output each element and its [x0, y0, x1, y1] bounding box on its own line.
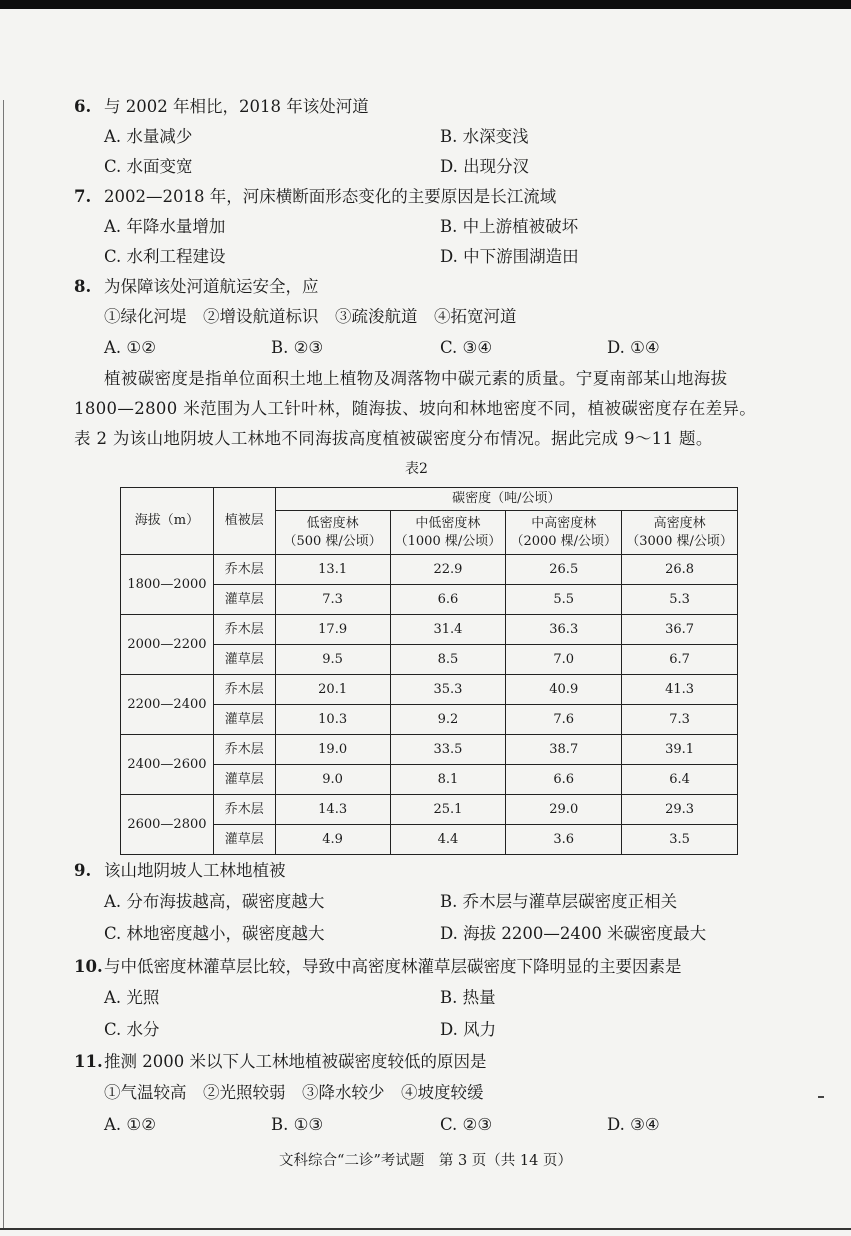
layer-cell: 乔木层 — [213, 675, 275, 705]
value-cell: 9.5 — [275, 645, 390, 675]
layer-cell: 乔木层 — [213, 615, 275, 645]
value-cell: 7.0 — [506, 645, 622, 675]
header-vegetation-layer: 植被层 — [213, 488, 275, 555]
header-density-col — [506, 511, 622, 555]
elevation-cell: 2000—2200 — [121, 615, 214, 675]
question-6-option-d: D. 出现分汊 — [440, 157, 530, 176]
question-9-option-a: A. 分布海拔越高，碳密度越大 — [104, 892, 325, 911]
density-col-name: 高密度林 — [653, 515, 706, 531]
density-col-name: 低密度林 — [306, 515, 359, 531]
scan-left-edge — [3, 100, 4, 1230]
layer-cell: 灌草层 — [213, 825, 275, 855]
table-row — [121, 735, 738, 765]
value-cell: 3.5 — [622, 825, 738, 855]
value-cell: 6.6 — [506, 765, 622, 795]
header-density-col — [275, 511, 390, 555]
value-cell: 4.4 — [390, 825, 506, 855]
table-row — [121, 585, 738, 615]
scan-bottom-edge — [0, 1228, 851, 1230]
question-8-stem: 为保障该处河道航运安全，应 — [104, 277, 319, 296]
question-11-option-d: D. ③④ — [607, 1115, 660, 1134]
question-7-option-b: B. 中上游植被破坏 — [440, 217, 579, 236]
question-6-option-a: A. 水量减少 — [104, 127, 193, 146]
question-8-items: ①绿化河堤 ②增设航道标识 ③疏浚航道 ④拓宽河道 — [104, 307, 517, 326]
elevation-cell: 2400—2600 — [121, 735, 214, 795]
value-cell: 6.4 — [622, 765, 738, 795]
question-9-option-b: B. 乔木层与灌草层碳密度正相关 — [440, 892, 678, 911]
question-10-stem: 与中低密度林灌草层比较，导致中高密度林灌草层碳密度下降明显的主要因素是 — [104, 957, 682, 976]
value-cell: 8.1 — [390, 765, 506, 795]
value-cell: 7.3 — [275, 585, 390, 615]
passage-line-1: 植被碳密度是指单位面积土地上植物及凋落物中碳元素的质量。宁夏南部某山地海拔 — [104, 369, 728, 388]
carbon-density-table — [120, 487, 738, 855]
question-11-items: ①气温较高 ②光照较弱 ③降水较少 ④坡度较缓 — [104, 1083, 484, 1102]
layer-cell: 灌草层 — [213, 705, 275, 735]
table-row — [121, 765, 738, 795]
question-6-option-b: B. 水深变浅 — [440, 127, 529, 146]
value-cell: 38.7 — [506, 735, 622, 765]
value-cell: 17.9 — [275, 615, 390, 645]
value-cell: 31.4 — [390, 615, 506, 645]
header-density-col — [622, 511, 738, 555]
value-cell: 29.0 — [506, 795, 622, 825]
question-7-option-a: A. 年降水量增加 — [104, 217, 226, 236]
question-10-option-d: D. 风力 — [440, 1020, 497, 1039]
question-6-option-c: C. 水面变宽 — [104, 157, 193, 176]
question-9-stem: 该山地阴坡人工林地植被 — [104, 861, 286, 880]
question-11-option-b: B. ①③ — [271, 1115, 324, 1134]
question-8-option-d: D. ①④ — [607, 338, 660, 357]
question-8-option-c: C. ③④ — [440, 338, 493, 357]
question-11-option-c: C. ②③ — [440, 1115, 493, 1134]
density-col-sub: （2000 棵/公顷） — [510, 533, 618, 549]
question-7-number: 7. — [74, 187, 92, 206]
value-cell: 33.5 — [390, 735, 506, 765]
value-cell: 25.1 — [390, 795, 506, 825]
value-cell: 35.3 — [390, 675, 506, 705]
question-10-number: 10. — [74, 957, 103, 976]
question-7-option-c: C. 水利工程建设 — [104, 247, 226, 266]
question-8-option-a: A. ①② — [104, 338, 156, 357]
value-cell: 4.9 — [275, 825, 390, 855]
value-cell: 5.3 — [622, 585, 738, 615]
value-cell: 20.1 — [275, 675, 390, 705]
question-9-option-c: C. 林地密度越小，碳密度越大 — [104, 924, 325, 943]
value-cell: 36.3 — [506, 615, 622, 645]
question-8-number: 8. — [74, 277, 92, 296]
layer-cell: 灌草层 — [213, 645, 275, 675]
header-elevation: 海拔（m） — [121, 488, 214, 555]
table-row — [121, 645, 738, 675]
passage-line-2: 1800—2800 米范围为人工针叶林，随海拔、坡向和林地密度不同，植被碳密度存在差异。 — [74, 399, 757, 418]
value-cell: 29.3 — [622, 795, 738, 825]
question-11-stem: 推测 2000 米以下人工林地植被碳密度较低的原因是 — [104, 1052, 487, 1071]
layer-cell: 乔木层 — [213, 555, 275, 585]
table-row — [121, 555, 738, 585]
density-col-name: 中低密度林 — [415, 515, 481, 531]
value-cell: 6.7 — [622, 645, 738, 675]
density-col-sub: （3000 棵/公顷） — [626, 533, 733, 549]
header-density-col — [390, 511, 506, 555]
question-9-number: 9. — [74, 861, 92, 880]
page-footer: 文科综合“二诊”考试题 第 3 页（共 14 页） — [279, 1153, 572, 1169]
value-cell: 41.3 — [622, 675, 738, 705]
value-cell: 7.6 — [506, 705, 622, 735]
density-col-sub: （500 棵/公顷） — [283, 533, 382, 549]
layer-cell: 灌草层 — [213, 765, 275, 795]
layer-cell: 乔木层 — [213, 735, 275, 765]
table-row — [121, 825, 738, 855]
elevation-cell: 2200—2400 — [121, 675, 214, 735]
question-6-stem: 与 2002 年相比，2018 年该处河道 — [104, 97, 369, 116]
value-cell: 39.1 — [622, 735, 738, 765]
question-8-option-b: B. ②③ — [271, 338, 324, 357]
value-cell: 5.5 — [506, 585, 622, 615]
question-7-stem: 2002—2018 年，河床横断面形态变化的主要原因是长江流域 — [104, 187, 557, 206]
value-cell: 36.7 — [622, 615, 738, 645]
value-cell: 14.3 — [275, 795, 390, 825]
layer-cell: 乔木层 — [213, 795, 275, 825]
scan-top-edge — [0, 0, 851, 9]
question-11-option-a: A. ①② — [104, 1115, 156, 1134]
value-cell: 13.1 — [275, 555, 390, 585]
value-cell: 3.6 — [506, 825, 622, 855]
question-10-option-c: C. 水分 — [104, 1020, 160, 1039]
question-10-option-b: B. 热量 — [440, 988, 496, 1007]
scan-speck — [818, 1096, 824, 1098]
question-7-option-d: D. 中下游围湖造田 — [440, 247, 579, 266]
table-row — [121, 675, 738, 705]
density-col-sub: （1000 棵/公顷） — [394, 533, 502, 549]
table-caption: 表2 — [405, 461, 428, 477]
value-cell: 40.9 — [506, 675, 622, 705]
table-row — [121, 795, 738, 825]
table-row — [121, 615, 738, 645]
question-10-option-a: A. 光照 — [104, 988, 160, 1007]
density-col-name: 中高密度林 — [531, 515, 597, 531]
value-cell: 26.5 — [506, 555, 622, 585]
value-cell: 10.3 — [275, 705, 390, 735]
value-cell: 8.5 — [390, 645, 506, 675]
question-9-option-d: D. 海拔 2200—2400 米碳密度最大 — [440, 924, 707, 943]
elevation-cell: 2600—2800 — [121, 795, 214, 855]
value-cell: 9.0 — [275, 765, 390, 795]
table-row — [121, 705, 738, 735]
value-cell: 6.6 — [390, 585, 506, 615]
value-cell: 22.9 — [390, 555, 506, 585]
header-carbon-density: 碳密度（吨/公顷） — [275, 488, 737, 511]
value-cell: 19.0 — [275, 735, 390, 765]
value-cell: 26.8 — [622, 555, 738, 585]
elevation-cell: 1800—2000 — [121, 555, 214, 615]
passage-line-3: 表 2 为该山地阴坡人工林地不同海拔高度植被碳密度分布情况。据此完成 9～11 题。 — [74, 429, 713, 448]
table-header-row-1 — [121, 488, 738, 511]
question-6-number: 6. — [74, 97, 92, 116]
layer-cell: 灌草层 — [213, 585, 275, 615]
value-cell: 9.2 — [390, 705, 506, 735]
value-cell: 7.3 — [622, 705, 738, 735]
question-11-number: 11. — [74, 1052, 103, 1071]
